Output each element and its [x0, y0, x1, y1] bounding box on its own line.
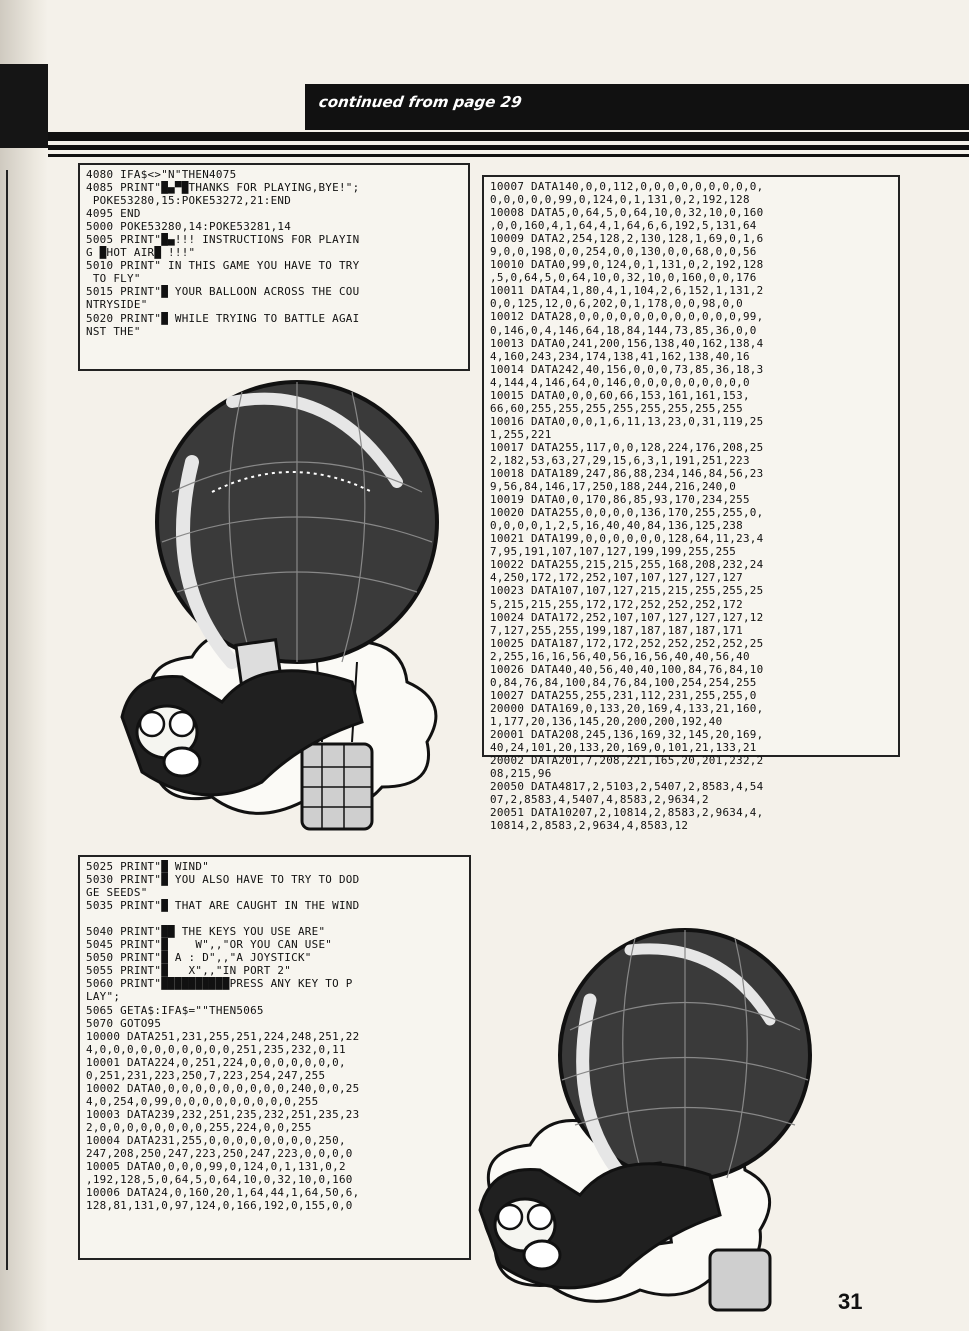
code-line: 5035 PRINT"█ THAT ARE CAUGHT IN THE WIND	[86, 899, 360, 913]
code-line: 10020 DATA255,0,0,0,0,136,170,255,255,0,	[490, 506, 764, 520]
code-line: 10022 DATA255,215,215,255,168,208,232,24	[490, 558, 764, 572]
code-line: 10005 DATA0,0,0,0,99,0,124,0,1,131,0,2	[86, 1160, 346, 1174]
code-line: 247,208,250,247,223,250,247,223,0,0,0,0	[86, 1147, 353, 1161]
listing-bottom-left	[78, 855, 471, 1260]
page-gutter	[0, 0, 48, 1331]
code-line: NTRYSIDE"	[86, 298, 148, 312]
code-line: 5070 GOTO95	[86, 1016, 162, 1030]
code-line: 10026 DATA40,40,56,40,40,100,84,76,84,10	[490, 662, 764, 676]
code-line: 2,182,53,63,27,29,15,6,3,1,191,251,223	[490, 453, 750, 467]
code-line: 10012 DATA28,0,0,0,0,0,0,0,0,0,0,0,0,99,	[490, 310, 764, 324]
code-line: 1,177,20,136,145,20,200,200,192,40	[490, 714, 723, 728]
code-line: 20001 DATA208,245,136,169,32,145,20,169,	[490, 727, 764, 741]
page-number: 31	[838, 1289, 863, 1314]
code-line: G █HOT AIR█ !!!"	[86, 246, 196, 260]
code-line: 0,84,76,84,100,84,76,84,100,254,254,255	[490, 675, 757, 689]
code-line: 7,95,191,107,107,127,199,199,255,255	[490, 545, 737, 559]
code-line: 10814,2,8583,2,9634,4,8583,12	[490, 819, 689, 833]
gutter-rule	[0, 170, 8, 1270]
header-stripe	[48, 132, 969, 141]
code-line: 5,215,215,255,172,172,252,252,252,172	[490, 597, 743, 611]
code-line: TO FLY"	[86, 272, 141, 286]
code-line: 40,24,101,20,133,20,169,0,101,21,133,21	[490, 741, 757, 755]
listing-right	[482, 175, 900, 833]
code-line: 7,127,255,255,199,187,187,187,187,171	[490, 623, 743, 637]
code-line: NST THE"	[86, 324, 141, 338]
code-line: 10013 DATA0,241,200,156,138,40,162,138,4	[490, 336, 764, 350]
code-line: GE SEEDS"	[86, 886, 148, 900]
code-line: 0,146,0,4,146,64,18,84,144,73,85,36,0,0	[490, 323, 757, 337]
code-line: 07,2,8583,4,5407,4,8583,2,9634,2	[490, 793, 709, 807]
code-line: ,192,128,5,0,64,5,0,64,10,0,32,10,0,160	[86, 1173, 353, 1187]
code-line: 4,160,243,234,174,138,41,162,138,40,16	[490, 349, 750, 363]
code-line: 4,0,0,0,0,0,0,0,0,0,0,251,235,232,0,11	[86, 1042, 346, 1056]
code-line: 9,0,0,198,0,0,254,0,0,130,0,0,68,0,0,56	[490, 245, 757, 259]
code-line: 10011 DATA4,1,80,4,1,104,2,6,152,1,131,2	[490, 284, 764, 298]
code-line: LAY";	[86, 990, 121, 1004]
code-line: 128,81,131,0,97,124,0,166,192,0,155,0,0	[86, 1199, 353, 1213]
code-line	[86, 912, 463, 925]
listing-top-left	[78, 163, 470, 371]
code-line: 4080 IFA$<>"N"THEN4075	[86, 168, 237, 181]
code-line: 2,0,0,0,0,0,0,0,0,255,224,0,0,255	[86, 1120, 312, 1134]
code-line: 2,255,16,16,56,40,56,16,56,40,40,56,40	[490, 649, 750, 663]
code-line: 5040 PRINT"██ THE KEYS YOU USE ARE"	[86, 925, 326, 939]
balloon-illustration	[82, 372, 462, 852]
code-line: 10025 DATA187,172,172,252,252,252,252,25	[490, 636, 764, 650]
code-line: 5000 POKE53280,14:POKE53281,14	[86, 220, 292, 234]
code-line: 0,0,0,0,1,2,5,16,40,40,84,136,125,238	[490, 519, 743, 533]
code-line: 4,0,254,0,99,0,0,0,0,0,0,0,0,0,255	[86, 1094, 319, 1108]
code-line: 10016 DATA0,0,0,1,6,11,13,23,0,31,119,25	[490, 414, 764, 428]
code-line: 9,56,84,146,17,250,188,244,216,240,0	[490, 480, 737, 494]
code-line: 10002 DATA0,0,0,0,0,0,0,0,0,0,240,0,0,25	[86, 1081, 360, 1095]
gutter-bar	[0, 64, 48, 148]
code-line: 10000 DATA251,231,255,251,224,248,251,22	[86, 1029, 360, 1043]
code-line: 20002 DATA201,7,208,221,165,20,201,232,2	[490, 754, 764, 768]
code-line: 5005 PRINT"█▄!!! INSTRUCTIONS FOR PLAYIN	[86, 233, 360, 247]
header-stripe	[48, 154, 969, 157]
code-line: 5030 PRINT"█ YOU ALSO HAVE TO TRY TO DOD	[86, 873, 360, 887]
code-line: 5020 PRINT"█ WHILE TRYING TO BATTLE AGAI	[86, 311, 360, 325]
code-line: 10018 DATA189,247,86,88,234,146,84,56,23	[490, 467, 764, 481]
code-line: 10019 DATA0,0,170,86,85,93,170,234,255	[490, 493, 750, 507]
code-line: 66,60,255,255,255,255,255,255,255,255	[490, 401, 743, 415]
code-line: 0,0,0,0,0,99,0,124,0,1,131,0,2,192,128	[490, 193, 750, 207]
code-line: 0,0,125,12,0,6,202,0,1,178,0,0,98,0,0	[490, 297, 743, 311]
code-line: 5060 PRINT"██████████PRESS ANY KEY TO P	[86, 977, 353, 991]
code-line: ,0,0,160,4,1,64,4,1,64,6,6,192,5,131,64	[490, 219, 757, 233]
header-stripe	[48, 145, 969, 150]
code-line: 10001 DATA224,0,251,224,0,0,0,0,0,0,0,	[86, 1055, 346, 1069]
code-line: 10007 DATA140,0,0,112,0,0,0,0,0,0,0,0,0,	[490, 180, 764, 193]
code-line: 10023 DATA107,107,127,215,215,255,255,25	[490, 584, 764, 598]
code-line: 5055 PRINT"█ X",,"IN PORT 2"	[86, 964, 292, 978]
code-line: 10021 DATA199,0,0,0,0,0,0,128,64,11,23,4	[490, 532, 764, 546]
continued-text: continued from page 29	[317, 93, 523, 111]
code-line: 5025 PRINT"█ WIND"	[86, 860, 210, 873]
code-line: POKE53280,15:POKE53272,21:END	[86, 194, 292, 208]
code-line: 4095 END	[86, 207, 141, 221]
code-line: 5010 PRINT" IN THIS GAME YOU HAVE TO TRY	[86, 259, 360, 273]
code-line: 20050 DATA4817,2,5103,2,5407,2,8583,4,54	[490, 780, 764, 794]
code-line: 10027 DATA255,255,231,112,231,255,255,0	[490, 688, 757, 702]
code-line: 4,250,172,172,252,107,107,127,127,127	[490, 571, 743, 585]
code-line: 10008 DATA5,0,64,5,0,64,10,0,32,10,0,160	[490, 206, 764, 220]
code-line: 10009 DATA2,254,128,2,130,128,1,69,0,1,6	[490, 232, 764, 246]
code-line: 10017 DATA255,117,0,0,128,224,176,208,25	[490, 440, 764, 454]
code-line: 20000 DATA169,0,133,20,169,4,133,21,160,	[490, 701, 764, 715]
code-line: ,5,0,64,5,0,64,10,0,32,10,0,160,0,0,176	[490, 271, 757, 285]
code-line: 20051 DATA10207,2,10814,2,8583,2,9634,4,	[490, 806, 764, 820]
code-line: 5050 PRINT"█ A : D",,"A JOYSTICK"	[86, 951, 312, 965]
code-line: 08,215,96	[490, 767, 552, 781]
code-line: 1,255,221	[490, 427, 552, 441]
code-line: 0,251,231,223,250,7,223,254,247,255	[86, 1068, 326, 1082]
balloon-illustration	[470, 920, 852, 1315]
continued-banner	[305, 84, 969, 130]
code-line: 4085 PRINT"█▄▀█THANKS FOR PLAYING,BYE!";	[86, 181, 360, 195]
code-line: 4,144,4,146,64,0,146,0,0,0,0,0,0,0,0,0	[490, 375, 750, 389]
code-line: 5015 PRINT"█ YOUR BALLOON ACROSS THE COU	[86, 285, 360, 299]
code-line: 10004 DATA231,255,0,0,0,0,0,0,0,0,250,	[86, 1133, 346, 1147]
code-line: 10015 DATA0,0,0,60,66,153,161,161,153,	[490, 388, 750, 402]
code-line: 10003 DATA239,232,251,235,232,251,235,23	[86, 1107, 360, 1121]
code-line: 5065 GETA$:IFA$=""THEN5065	[86, 1003, 264, 1017]
code-line: 5045 PRINT"█ W",,"OR YOU CAN USE"	[86, 938, 333, 952]
code-line: 10006 DATA24,0,160,20,1,64,44,1,64,50,6,	[86, 1186, 360, 1200]
code-line: 10014 DATA242,40,156,0,0,0,73,85,36,18,3	[490, 362, 764, 376]
code-line: 10010 DATA0,99,0,124,0,1,131,0,2,192,128	[490, 258, 764, 272]
code-line: 10024 DATA172,252,107,107,127,127,127,12	[490, 610, 764, 624]
